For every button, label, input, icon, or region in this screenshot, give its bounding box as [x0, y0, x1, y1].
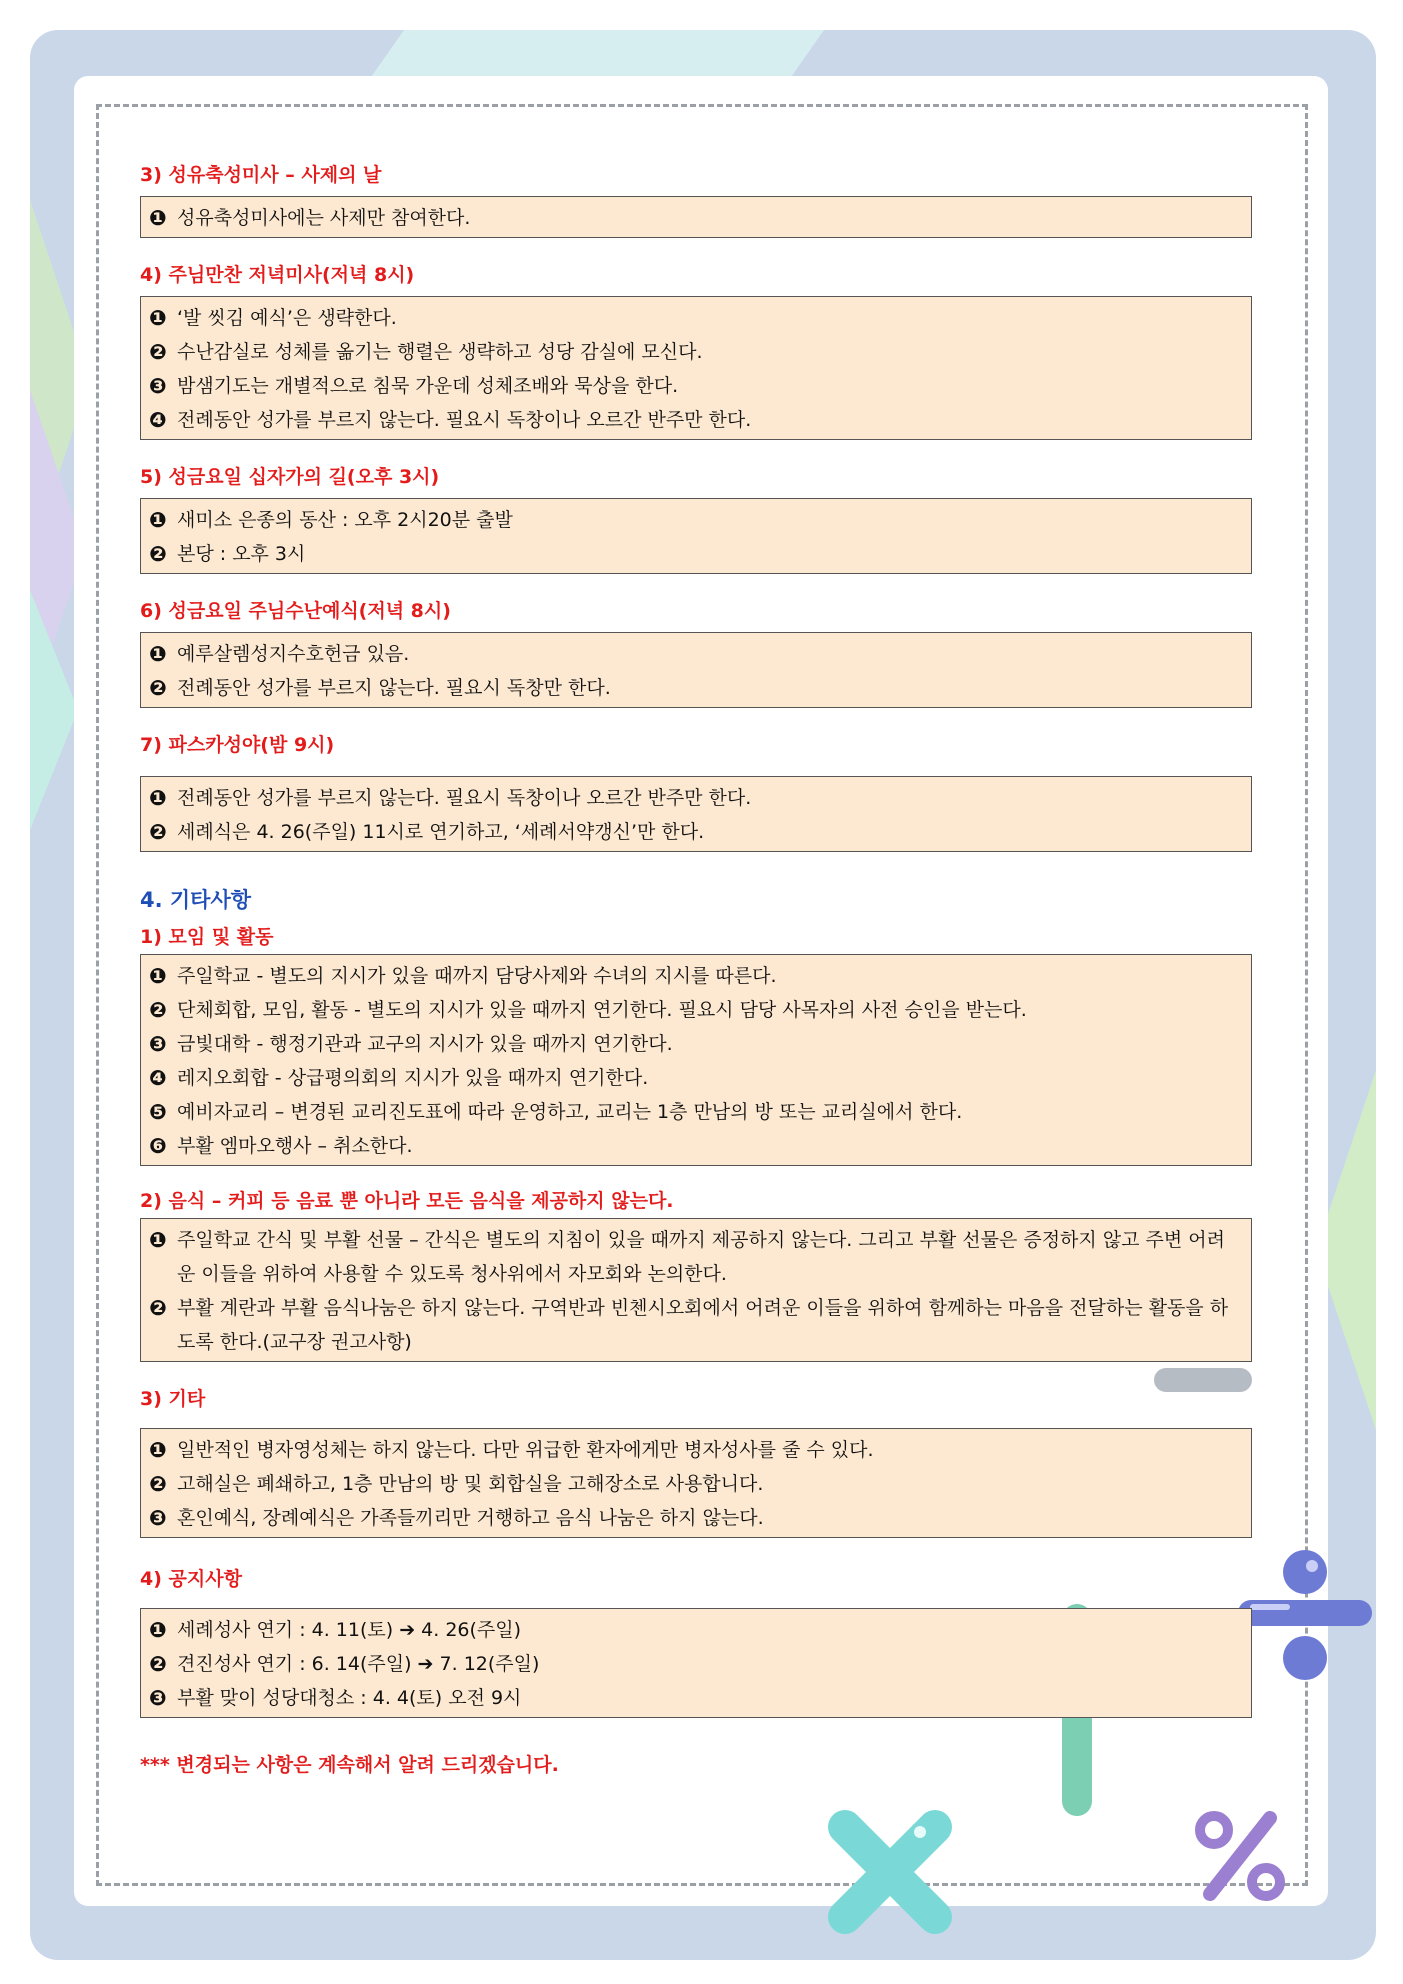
- item-text: 성유축성미사에는 사제만 참여한다.: [177, 207, 471, 229]
- list-item: [149, 403, 1241, 437]
- section-title: 3) 성유축성미사 – 사제의 날: [140, 164, 382, 186]
- list-item: [149, 1291, 1241, 1359]
- list-item: [149, 637, 1241, 671]
- notice-box: [140, 196, 1252, 238]
- section-title: 3) 기타: [140, 1388, 206, 1410]
- item-text: 부활 계란과 부활 음식나눔은 하지 않는다. 구역반과 빈첸시오회에서 어려운 이들을 위하여 함께하는 마음을 전달하는 활동을 하도록 한다.(교구장 권고사항): [177, 1297, 1229, 1353]
- list-item: [149, 503, 1241, 537]
- section: [140, 1386, 1260, 1538]
- list-item: [149, 1467, 1241, 1501]
- item-text: 수난감실로 성체를 옮기는 행렬은 생략하고 성당 감실에 모신다.: [177, 341, 703, 363]
- item-number: ❷: [149, 1472, 167, 1496]
- list-item: [149, 1027, 1241, 1061]
- item-number: ❷: [149, 820, 167, 844]
- item-text: 전례동안 성가를 부르지 않는다. 필요시 독창이나 오르간 반주만 한다.: [177, 787, 752, 809]
- section-title: 4) 주님만찬 저녁미사(저녁 8시): [140, 264, 415, 286]
- item-number: ❷: [149, 998, 167, 1022]
- notice-box: [140, 296, 1252, 440]
- section: [140, 1188, 1260, 1362]
- item-text: 부활 맞이 성당대청소 : 4. 4(토) 오전 9시: [177, 1687, 522, 1709]
- item-text: 일반적인 병자영성체는 하지 않는다. 다만 위급한 환자에게만 병자성사를 줄 수 있다.: [177, 1439, 874, 1461]
- item-number: ❺: [149, 1100, 167, 1124]
- section: [140, 464, 1260, 574]
- section: [140, 262, 1260, 440]
- item-text: 전례동안 성가를 부르지 않는다. 필요시 독창만 한다.: [177, 677, 611, 699]
- item-number: ❶: [149, 306, 167, 330]
- item-text: 밤샘기도는 개별적으로 침묵 가운데 성체조배와 묵상을 한다.: [177, 375, 679, 397]
- item-number: ❷: [149, 1652, 167, 1676]
- section-title: 6) 성금요일 주님수난예식(저녁 8시): [140, 600, 451, 622]
- item-text: 세례성사 연기 : 4. 11(토) ➔ 4. 26(주일): [177, 1619, 522, 1641]
- multiply-symbol-icon: [820, 1802, 960, 1942]
- list-item: [149, 781, 1241, 815]
- notice-box: [140, 776, 1252, 852]
- item-number: ❶: [149, 1228, 167, 1252]
- item-text: 고해실은 폐쇄하고, 1층 만남의 방 및 회합실을 고해장소로 사용합니다.: [177, 1473, 764, 1495]
- item-number: ❶: [149, 1618, 167, 1642]
- section-title: 7) 파스카성야(밤 9시): [140, 734, 335, 756]
- section-title: 1) 모임 및 활동: [140, 926, 274, 948]
- list-item: [149, 959, 1241, 993]
- item-number: ❸: [149, 1032, 167, 1056]
- chapter-title: 4. 기타사항: [140, 888, 252, 912]
- notice-box: [140, 1218, 1252, 1362]
- list-item: [149, 369, 1241, 403]
- item-number: ❻: [149, 1134, 167, 1158]
- list-item: [149, 1223, 1241, 1291]
- section-title: 2) 음식 – 커피 등 음료 뿐 아니라 모든 음식을 제공하지 않는다.: [140, 1190, 674, 1212]
- list-item: [149, 201, 1241, 235]
- section: [140, 1566, 1260, 1718]
- item-text: 주일학교 간식 및 부활 선물 – 간식은 별도의 지침이 있을 때까지 제공하지 않는다. 그리고 부활 선물은 증정하지 않고 주변 어려운 이들을 위하여 사용할 수 있도록 청사위에서 자모회와 논의한다.: [177, 1229, 1225, 1285]
- item-number: ❹: [149, 408, 167, 432]
- item-text: 부활 엠마오행사 – 취소한다.: [177, 1135, 413, 1157]
- list-item: [149, 1433, 1241, 1467]
- list-item: [149, 1681, 1241, 1715]
- percent-symbol-icon: [1190, 1806, 1290, 1906]
- item-number: ❷: [149, 1296, 167, 1320]
- list-item: [149, 1501, 1241, 1535]
- section: [140, 162, 1260, 238]
- notice-box: [140, 498, 1252, 574]
- item-text: ‘발 씻김 예식’은 생략한다.: [177, 307, 397, 329]
- item-text: 예비자교리 – 변경된 교리진도표에 따라 운영하고, 교리는 1층 만남의 방 또는 교리실에서 한다.: [177, 1101, 963, 1123]
- notice-box: [140, 632, 1252, 708]
- section: [140, 924, 1260, 1166]
- list-item: [149, 1061, 1241, 1095]
- section-title: 5) 성금요일 십자가의 길(오후 3시): [140, 466, 440, 488]
- list-item: [149, 1613, 1241, 1647]
- item-number: ❸: [149, 374, 167, 398]
- decorative-triangle: [30, 590, 78, 830]
- list-item: [149, 1647, 1241, 1681]
- item-text: 주일학교 - 별도의 지시가 있을 때까지 담당사제와 수녀의 지시를 따른다.: [177, 965, 777, 987]
- item-text: 레지오회합 - 상급평의회의 지시가 있을 때까지 연기한다.: [177, 1067, 649, 1089]
- section: [140, 598, 1260, 708]
- item-number: ❸: [149, 1506, 167, 1530]
- list-item: [149, 815, 1241, 849]
- item-number: ❶: [149, 206, 167, 230]
- item-number: ❶: [149, 786, 167, 810]
- list-item: [149, 301, 1241, 335]
- item-text: 혼인예식, 장례예식은 가족들끼리만 거행하고 음식 나눔은 하지 않는다.: [177, 1507, 764, 1529]
- item-text: 단체회합, 모임, 활동 - 별도의 지시가 있을 때까지 연기한다. 필요시 담당 사목자의 사전 승인을 받는다.: [177, 999, 1027, 1021]
- list-item: [149, 993, 1241, 1027]
- item-number: ❶: [149, 964, 167, 988]
- item-number: ❶: [149, 1438, 167, 1462]
- item-text: 전례동안 성가를 부르지 않는다. 필요시 독창이나 오르간 반주만 한다.: [177, 409, 752, 431]
- closing-note: *** 변경되는 사항은 계속해서 알려 드리겠습니다.: [140, 1754, 559, 1776]
- item-number: ❸: [149, 1686, 167, 1710]
- notice-box: [140, 954, 1252, 1166]
- item-number: ❶: [149, 642, 167, 666]
- item-number: ❹: [149, 1066, 167, 1090]
- list-item: [149, 1129, 1241, 1163]
- item-number: ❷: [149, 542, 167, 566]
- section-title: 4) 공지사항: [140, 1568, 242, 1590]
- item-number: ❶: [149, 508, 167, 532]
- item-text: 견진성사 연기 : 6. 14(주일) ➔ 7. 12(주일): [177, 1653, 540, 1675]
- item-text: 세례식은 4. 26(주일) 11시로 연기하고, ‘세례서약갱신’만 한다.: [177, 821, 705, 843]
- notice-box: [140, 1428, 1252, 1538]
- item-text: 예루살렘성지수호헌금 있음.: [177, 643, 410, 665]
- list-item: [149, 671, 1241, 705]
- list-item: [149, 335, 1241, 369]
- document-body: [140, 150, 1260, 1778]
- item-number: ❷: [149, 676, 167, 700]
- item-text: 새미소 은종의 동산 : 오후 2시20분 출발: [177, 509, 513, 531]
- list-item: [149, 537, 1241, 571]
- section: [140, 732, 1260, 852]
- item-number: ❷: [149, 340, 167, 364]
- notice-box: [140, 1608, 1252, 1718]
- item-text: 본당 : 오후 3시: [177, 543, 306, 565]
- item-text: 금빛대학 - 행정기관과 교구의 지시가 있을 때까지 연기한다.: [177, 1033, 673, 1055]
- list-item: [149, 1095, 1241, 1129]
